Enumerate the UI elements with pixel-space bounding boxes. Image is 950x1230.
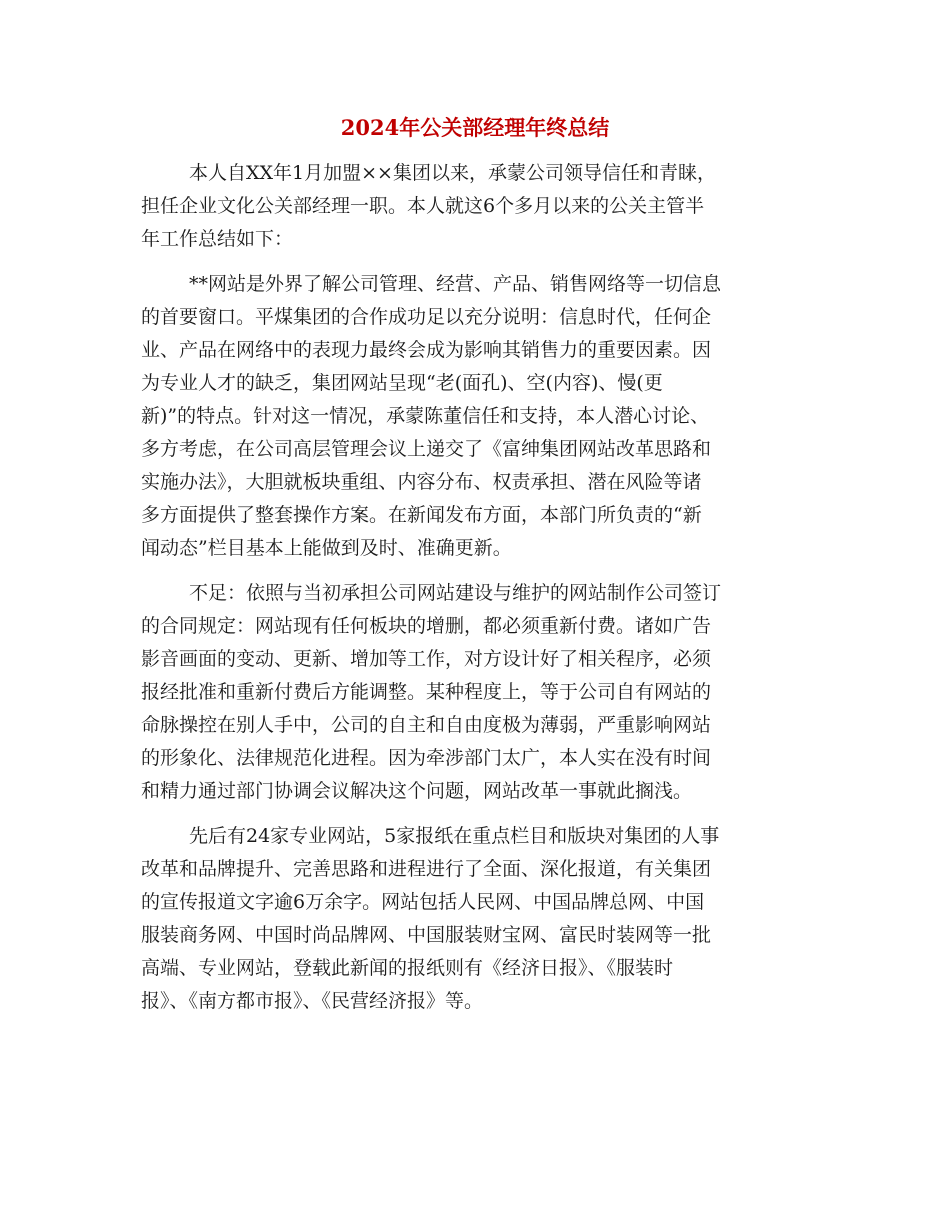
- paragraph-2-line-4: 为专业人才的缺乏，集团网站呈现“老(面孔)、空(内容)、慢(更: [141, 372, 663, 394]
- paragraph-3-line-2: 的合同规定：网站现有任何板块的增删，都必须重新付费。诸如广告: [141, 615, 712, 637]
- paragraph-2-line-8: 多方面提供了整套操作方案。在新闻发布方面，本部门所负责的“新: [141, 504, 702, 526]
- paragraph-3-line-1: 不足：依照与当初承担公司网站建设与维护的网站制作公司签订: [189, 582, 722, 604]
- paragraph-4-line-3: 的宣传报道文字逾6万余字。网站包括人民网、中国品牌总网、中国: [141, 891, 705, 913]
- paragraph-2-line-2: 的首要窗口。平煤集团的合作成功足以充分说明：信息时代，任何企: [141, 306, 712, 328]
- paragraph-3-line-7: 和精力通过部门协调会议解决这个问题，网站改革一事就此搁浅。: [141, 780, 693, 802]
- paragraph-2-line-7: 实施办法》，大胆就板块重组、内容分布、权责承担、潜在风险等诸: [141, 471, 702, 493]
- paragraph-4-line-1: 先后有24家专业网站，5家报纸在重点栏目和版块对集团的人事: [189, 825, 720, 847]
- paragraph-2-line-9: 闻动态”栏目基本上能做到及时、准确更新。: [141, 537, 512, 559]
- paragraph-1-line-3: 年工作总结如下：: [141, 228, 294, 250]
- paragraph-1-line-1: 本人自XX年1月加盟××集团以来，承蒙公司领导信任和青睐，: [189, 162, 716, 184]
- paragraph-3-line-4: 报经批准和重新付费后方能调整。某种程度上，等于公司自有网站的: [141, 681, 712, 703]
- paragraph-4-line-6: 报》、《南方都市报》、《民营经济报》等。: [141, 990, 484, 1012]
- paragraph-2-line-1: **网站是外界了解公司管理、经营、产品、销售网络等一切信息: [189, 273, 722, 295]
- paragraph-4-line-4: 服装商务网、中国时尚品牌网、中国服装财宝网、富民时装网等一批: [141, 924, 712, 946]
- paragraph-1-line-2: 担任企业文化公关部经理一职。本人就这6个多月以来的公关主管半: [141, 195, 705, 217]
- document-title: 2024年公关部经理年终总结: [340, 115, 610, 140]
- paragraph-2-line-6: 多方考虑，在公司高层管理会议上递交了《富绅集团网站改革思路和: [141, 438, 712, 460]
- paragraph-2-line-3: 业、产品在网络中的表现力最终会成为影响其销售力的重要因素。因: [141, 339, 712, 361]
- paragraph-3-line-6: 的形象化、法律规范化进程。因为牵涉部门太广，本人实在没有时间: [141, 747, 712, 769]
- paragraph-4-line-5: 高端、专业网站，登载此新闻的报纸则有《经济日报》、《服装时: [141, 957, 674, 979]
- paragraph-3-line-5: 命脉操控在别人手中，公司的自主和自由度极为薄弱，严重影响网站: [141, 714, 712, 736]
- paragraph-4-line-2: 改革和品牌提升、完善思路和进程进行了全面、深化报道，有关集团: [141, 858, 712, 880]
- paragraph-3-line-3: 影音画面的变动、更新、增加等工作，对方设计好了相关程序，必须: [141, 648, 712, 670]
- paragraph-2-line-5: 新)”的特点。针对这一情况，承蒙陈董信任和支持，本人潜心讨论、: [141, 405, 710, 427]
